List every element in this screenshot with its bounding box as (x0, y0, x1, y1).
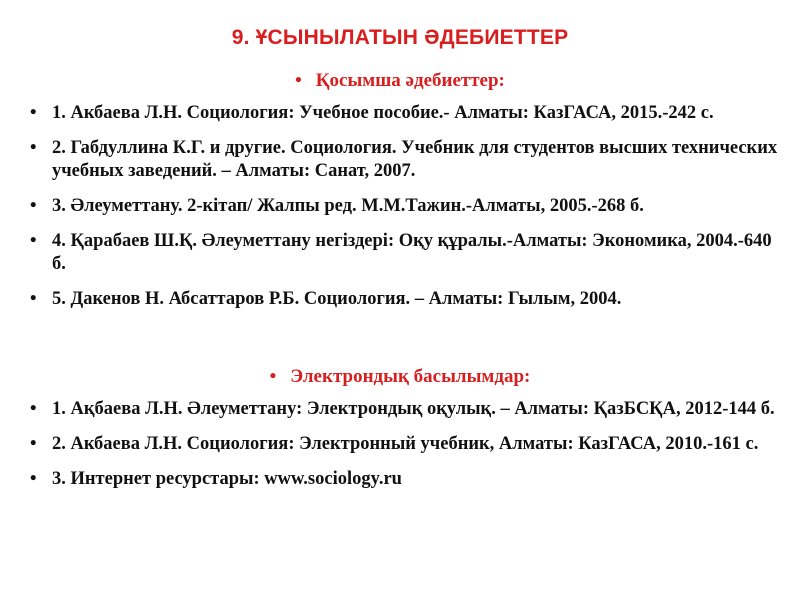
list-item-text: 3. Әлеуметтану. 2-кітап/ Жалпы ред. М.М.Тажин.-Алматы, 2005.-268 б. (52, 196, 644, 216)
list-item (30, 288, 780, 311)
bullet-icon: • (30, 399, 37, 419)
list-item (30, 137, 780, 183)
bullet-icon: • (30, 469, 37, 489)
bullet-icon: • (30, 196, 37, 216)
list-item-text: 5. Дакенов Н. Абсаттаров Р.Б. Социология. – Алматы: Гылым, 2004. (52, 289, 622, 309)
list-item-text: 2. Габдуллина К.Г. и другие. Социология. Учебник для студентов высших технических учебных заведений. – Алматы: Санат, 2007. (52, 138, 778, 181)
list-item-text: 1. Ақбаева Л.Н. Әлеуметтану: Электрондық оқулық. – Алматы: ҚазБСҚА, 2012-144 б. (52, 399, 775, 419)
supplementary-heading (0, 70, 800, 92)
bullet-icon: • (30, 103, 37, 123)
list-item (30, 398, 780, 421)
list-item (30, 433, 780, 456)
bullet-icon: • (30, 138, 37, 158)
supplementary-heading-label: Қосымша әдебиеттер: (315, 70, 505, 91)
bullet-icon: • (30, 289, 37, 309)
bullet-icon: • (30, 231, 37, 251)
supplementary-list (30, 102, 780, 323)
list-item-text: 2. Акбаева Л.Н. Социология: Электронный учебник, Алматы: КазГАСА, 2010.-161 с. (52, 434, 759, 454)
list-item (30, 230, 780, 276)
list-item (30, 195, 780, 218)
electronic-heading (0, 366, 800, 388)
list-item-text: 3. Интернет ресурстары: www.sociology.ru (52, 469, 402, 489)
heading-bullet-icon: • (269, 366, 277, 387)
electronic-heading-label: Электрондық басылымдар: (290, 366, 531, 387)
list-item (30, 468, 780, 491)
electronic-list (30, 398, 780, 503)
heading-bullet-icon: • (295, 70, 302, 91)
list-item-text: 1. Акбаева Л.Н. Социология: Учебное пособие.- Алматы: КазГАСА, 2015.-242 с. (52, 103, 714, 123)
slide-title: 9. ҰСЫНЫЛАТЫН ӘДЕБИЕТТЕР (231, 26, 569, 49)
list-item-text: 4. Қарабаев Ш.Қ. Әлеуметтану негіздері: Оқу құралы.-Алматы: Экономика, 2004.-640 б. (52, 231, 772, 274)
list-item (30, 102, 780, 125)
bullet-icon: • (30, 434, 37, 454)
